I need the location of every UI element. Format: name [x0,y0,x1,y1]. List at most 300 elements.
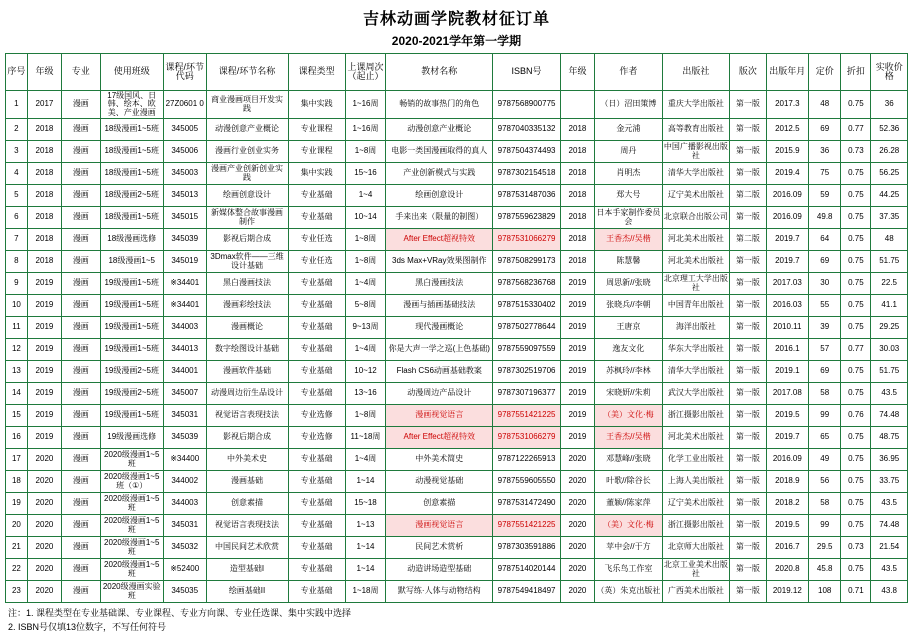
row-author[interactable]: 苏枫玲//李林 [595,361,663,383]
row-isbn[interactable]: 9787531066279 [493,427,561,449]
row-major[interactable]: 漫画 [62,207,100,229]
row-grade[interactable]: 2018 [560,207,594,229]
row-weeks[interactable]: 1~8周 [345,251,386,273]
row-publish-date[interactable]: 2020.8 [766,559,809,581]
row-course-code[interactable]: 344003 [163,317,206,339]
row-publisher[interactable]: 清华大学出版社 [662,361,730,383]
row-index[interactable]: 23 [6,581,28,603]
row-grade[interactable]: 2019 [560,383,594,405]
row-price[interactable]: 49 [809,449,841,471]
row-class[interactable]: 18级漫画1~5班 [100,119,163,141]
row-class[interactable]: 18级漫画1~5班 [100,163,163,185]
row-course-type[interactable]: 专业选修 [288,427,345,449]
row-price[interactable]: 45.8 [809,559,841,581]
row-course-code[interactable]: 344013 [163,339,206,361]
row-book-name[interactable]: 默写练·人体与动物结构 [386,581,493,603]
row-major[interactable]: 漫画 [62,339,100,361]
row-edition[interactable]: 第一版 [730,581,766,603]
row-isbn[interactable]: 9787122265913 [493,449,561,471]
row-publisher[interactable]: 华东大学出版社 [662,339,730,361]
row-isbn[interactable]: 9787568900775 [493,91,561,119]
row-course-type[interactable]: 专业基础 [288,493,345,515]
row-edition[interactable]: 第一版 [730,515,766,537]
row-weeks[interactable]: 5~8周 [345,295,386,317]
row-weeks[interactable]: 1~4周 [345,339,386,361]
row-index[interactable]: 19 [6,493,28,515]
table-row[interactable] [6,405,908,427]
row-year[interactable]: 2019 [27,317,61,339]
row-book-name[interactable]: 3ds Max+VRay效果图制作 [386,251,493,273]
table-row[interactable] [6,185,908,207]
row-course-type[interactable]: 专业基础 [288,581,345,603]
row-book-name[interactable]: 创意素描 [386,493,493,515]
row-major[interactable]: 漫画 [62,361,100,383]
row-real-price[interactable]: 36 [871,91,908,119]
row-year[interactable]: 2018 [27,141,61,163]
row-edition[interactable]: 第一版 [730,273,766,295]
row-isbn[interactable]: 9787559623829 [493,207,561,229]
row-major[interactable]: 漫画 [62,515,100,537]
row-publish-date[interactable]: 2019.7 [766,427,809,449]
row-index[interactable]: 20 [6,515,28,537]
row-discount[interactable]: 0.73 [841,141,871,163]
row-course-name[interactable]: 动漫创意产业概论 [206,119,288,141]
row-course-code[interactable]: 345032 [163,537,206,559]
row-course-type[interactable]: 集中实践 [288,163,345,185]
row-grade[interactable]: 2020 [560,515,594,537]
row-isbn[interactable]: 9787531066279 [493,229,561,251]
row-real-price[interactable]: 51.75 [871,251,908,273]
row-discount[interactable]: 0.75 [841,295,871,317]
row-course-type[interactable]: 专业基础 [288,471,345,493]
row-author[interactable]: 王香杰//吴楷 [595,229,663,251]
table-row[interactable] [6,383,908,405]
row-edition[interactable]: 第一版 [730,383,766,405]
row-real-price[interactable]: 44.25 [871,185,908,207]
row-discount[interactable]: 0.71 [841,581,871,603]
row-publisher[interactable]: 河北美术出版社 [662,251,730,273]
row-course-type[interactable]: 集中实践 [288,91,345,119]
row-course-type[interactable]: 专业任选 [288,251,345,273]
row-course-type[interactable]: 专业基础 [288,339,345,361]
table-row[interactable] [6,229,908,251]
table-row[interactable] [6,163,908,185]
row-major[interactable]: 漫画 [62,91,100,119]
row-publisher[interactable]: 中国青年出版社 [662,295,730,317]
row-major[interactable]: 漫画 [62,163,100,185]
row-edition[interactable]: 第一版 [730,91,766,119]
row-publisher[interactable]: 北京师大出版社 [662,537,730,559]
row-real-price[interactable]: 74.48 [871,405,908,427]
table-row[interactable] [6,537,908,559]
row-major[interactable]: 漫画 [62,229,100,251]
row-index[interactable]: 12 [6,339,28,361]
row-author[interactable]: 周丹 [595,141,663,163]
row-isbn[interactable]: 9787502778644 [493,317,561,339]
row-isbn[interactable]: 9787549418497 [493,581,561,603]
row-book-name[interactable]: After Effect超视特效 [386,427,493,449]
row-course-code[interactable]: 345003 [163,163,206,185]
row-class[interactable]: 19级漫画1~5班 [100,273,163,295]
row-course-type[interactable]: 专业课程 [288,141,345,163]
row-major[interactable]: 漫画 [62,251,100,273]
row-course-code[interactable]: ※34401 [163,273,206,295]
row-discount[interactable]: 0.75 [841,383,871,405]
row-class[interactable]: 2020级漫画1~5班 [100,515,163,537]
row-isbn[interactable]: 9787559097559 [493,339,561,361]
row-year[interactable]: 2020 [27,515,61,537]
row-course-name[interactable]: 漫画产业创新创业实践 [206,163,288,185]
row-year[interactable]: 2019 [27,273,61,295]
row-weeks[interactable]: 1~14 [345,537,386,559]
row-grade[interactable]: 2019 [560,361,594,383]
row-book-name[interactable]: 动漫创意产业概论 [386,119,493,141]
row-publish-date[interactable]: 2017.03 [766,273,809,295]
row-class[interactable]: 19级漫画选修 [100,427,163,449]
row-grade[interactable]: 2019 [560,273,594,295]
row-grade[interactable]: 2019 [560,405,594,427]
row-index[interactable]: 14 [6,383,28,405]
row-book-name[interactable]: 漫画与插画基础技法 [386,295,493,317]
row-publisher[interactable]: 重庆大学出版社 [662,91,730,119]
table-row[interactable] [6,493,908,515]
row-major[interactable]: 漫画 [62,317,100,339]
row-edition[interactable]: 第一版 [730,427,766,449]
row-course-name[interactable]: 黑白漫画技法 [206,273,288,295]
row-discount[interactable]: 0.75 [841,229,871,251]
row-price[interactable]: 75 [809,163,841,185]
row-discount[interactable]: 0.75 [841,427,871,449]
row-course-code[interactable]: 345007 [163,383,206,405]
row-index[interactable]: 1 [6,91,28,119]
row-index[interactable]: 18 [6,471,28,493]
row-course-name[interactable]: 视觉语言表现技法 [206,515,288,537]
row-weeks[interactable]: 1~4周 [345,449,386,471]
row-year[interactable]: 2018 [27,163,61,185]
row-real-price[interactable]: 41.1 [871,295,908,317]
row-edition[interactable]: 第二版 [730,229,766,251]
row-price[interactable]: 57 [809,339,841,361]
row-year[interactable]: 2018 [27,207,61,229]
row-discount[interactable]: 0.75 [841,207,871,229]
row-edition[interactable]: 第一版 [730,339,766,361]
row-publisher[interactable]: 高等教育出版社 [662,119,730,141]
row-edition[interactable]: 第一版 [730,295,766,317]
row-major[interactable]: 漫画 [62,405,100,427]
row-publish-date[interactable]: 2018.2 [766,493,809,515]
row-class[interactable]: 19级漫画1~5班 [100,317,163,339]
row-discount[interactable]: 0.75 [841,515,871,537]
row-real-price[interactable]: 26.28 [871,141,908,163]
row-course-type[interactable]: 专业基础 [288,537,345,559]
row-publish-date[interactable]: 2019.12 [766,581,809,603]
row-publish-date[interactable]: 2019.5 [766,515,809,537]
row-publish-date[interactable]: 2016.09 [766,185,809,207]
row-isbn[interactable]: 9787302519706 [493,361,561,383]
row-grade[interactable]: 2020 [560,449,594,471]
row-year[interactable]: 2019 [27,405,61,427]
row-publisher[interactable]: 广西美术出版社 [662,581,730,603]
row-course-code[interactable]: 345035 [163,581,206,603]
row-author[interactable]: 张晓兵//李朝 [595,295,663,317]
row-major[interactable]: 漫画 [62,185,100,207]
row-index[interactable]: 5 [6,185,28,207]
row-book-name[interactable]: 绘画创意设计 [386,185,493,207]
row-publisher[interactable]: 河北美术出版社 [662,427,730,449]
row-edition[interactable]: 第一版 [730,537,766,559]
row-course-code[interactable]: ※52400 [163,559,206,581]
row-course-type[interactable]: 专业基础 [288,383,345,405]
row-price[interactable]: 58 [809,493,841,515]
row-price[interactable]: 69 [809,251,841,273]
row-grade[interactable]: 2020 [560,471,594,493]
row-course-code[interactable]: 345039 [163,427,206,449]
row-year[interactable]: 2018 [27,185,61,207]
table-row[interactable] [6,295,908,317]
row-edition[interactable]: 第一版 [730,493,766,515]
row-real-price[interactable]: 37.35 [871,207,908,229]
row-discount[interactable]: 0.75 [841,493,871,515]
row-publisher[interactable]: 化学工业出版社 [662,449,730,471]
row-book-name[interactable]: 动漫周边产品设计 [386,383,493,405]
row-course-code[interactable]: 344001 [163,361,206,383]
row-edition[interactable]: 第一版 [730,559,766,581]
row-weeks[interactable]: 1~16周 [345,91,386,119]
row-price[interactable]: 39 [809,317,841,339]
row-major[interactable]: 漫画 [62,559,100,581]
row-isbn[interactable]: 9787531472490 [493,493,561,515]
row-isbn[interactable]: 9787307196377 [493,383,561,405]
row-discount[interactable]: 0.75 [841,251,871,273]
table-row[interactable] [6,339,908,361]
row-publish-date[interactable]: 2016.1 [766,339,809,361]
row-author[interactable]: 王香杰//吴楷 [595,427,663,449]
row-index[interactable]: 15 [6,405,28,427]
row-class[interactable]: 18级漫画2~5班 [100,185,163,207]
row-index[interactable]: 9 [6,273,28,295]
row-publish-date[interactable]: 2012.5 [766,119,809,141]
row-weeks[interactable]: 10~12 [345,361,386,383]
row-discount[interactable]: 0.77 [841,119,871,141]
row-author[interactable]: 苹中会//于方 [595,537,663,559]
row-edition[interactable]: 第一版 [730,163,766,185]
row-major[interactable]: 漫画 [62,537,100,559]
row-index[interactable]: 8 [6,251,28,273]
row-author[interactable]: 王唐京 [595,317,663,339]
row-book-name[interactable]: 黑白漫画技法 [386,273,493,295]
row-publisher[interactable]: 浙江摄影出版社 [662,515,730,537]
row-weeks[interactable]: 9~13周 [345,317,386,339]
row-weeks[interactable]: 1~16周 [345,119,386,141]
row-course-code[interactable]: 345039 [163,229,206,251]
row-year[interactable]: 2020 [27,449,61,471]
row-isbn[interactable]: 9787515330402 [493,295,561,317]
row-course-type[interactable]: 专业基础 [288,207,345,229]
row-publisher[interactable]: 中国广播影视出版社 [662,141,730,163]
row-index[interactable]: 7 [6,229,28,251]
row-grade[interactable]: 2019 [560,295,594,317]
row-discount[interactable]: 0.76 [841,405,871,427]
row-author[interactable]: 周思新//张晓 [595,273,663,295]
row-grade[interactable]: 2019 [560,427,594,449]
row-author[interactable]: （日）沼田策博 [595,91,663,119]
row-course-name[interactable]: 漫画彩绘技法 [206,295,288,317]
row-course-type[interactable]: 专业基础 [288,295,345,317]
row-book-name[interactable]: 漫画视觉语言 [386,515,493,537]
row-grade[interactable]: 2020 [560,581,594,603]
row-course-code[interactable]: 345006 [163,141,206,163]
row-major[interactable]: 漫画 [62,273,100,295]
row-course-name[interactable]: 3Dmax软件——三维设计基础 [206,251,288,273]
row-course-type[interactable]: 专业基础 [288,361,345,383]
row-edition[interactable]: 第一版 [730,317,766,339]
row-year[interactable]: 2018 [27,229,61,251]
row-year[interactable]: 2017 [27,91,61,119]
row-price[interactable]: 99 [809,515,841,537]
row-publish-date[interactable]: 2018.9 [766,471,809,493]
row-class[interactable]: 19级漫画2~5班 [100,361,163,383]
row-edition[interactable]: 第一版 [730,471,766,493]
row-major[interactable]: 漫画 [62,471,100,493]
row-major[interactable]: 漫画 [62,295,100,317]
row-course-type[interactable]: 专业基础 [288,559,345,581]
row-discount[interactable]: 0.75 [841,361,871,383]
row-course-code[interactable]: 345019 [163,251,206,273]
row-real-price[interactable]: 43.5 [871,383,908,405]
row-discount[interactable]: 0.75 [841,449,871,471]
row-class[interactable]: 19级漫画1~5班 [100,295,163,317]
row-index[interactable]: 6 [6,207,28,229]
row-edition[interactable]: 第一版 [730,207,766,229]
row-price[interactable]: 99 [809,405,841,427]
row-real-price[interactable]: 21.54 [871,537,908,559]
row-author[interactable]: 肖明杰 [595,163,663,185]
row-book-name[interactable]: 中外美术简史 [386,449,493,471]
row-grade[interactable]: 2020 [560,493,594,515]
row-year[interactable]: 2019 [27,427,61,449]
row-price[interactable]: 69 [809,361,841,383]
row-class[interactable]: 2020级漫画1~5班 [100,537,163,559]
row-publisher[interactable]: 浙江摄影出版社 [662,405,730,427]
row-course-code[interactable]: 345031 [163,515,206,537]
table-row[interactable] [6,361,908,383]
row-discount[interactable]: 0.77 [841,339,871,361]
row-year[interactable]: 2019 [27,295,61,317]
row-publish-date[interactable]: 2019.7 [766,251,809,273]
row-isbn[interactable]: 9787568236768 [493,273,561,295]
row-book-name[interactable]: 漫画视觉语言 [386,405,493,427]
row-major[interactable]: 漫画 [62,581,100,603]
row-course-code[interactable]: 27Z0601 0 [163,91,206,119]
row-isbn[interactable]: 9787508299173 [493,251,561,273]
row-course-type[interactable]: 专业基础 [288,515,345,537]
row-book-name[interactable]: 你是大声一学之巡(上色基础) [386,339,493,361]
row-course-name[interactable]: 影视后期合成 [206,229,288,251]
row-author[interactable]: （美）文化·梅 [595,405,663,427]
row-grade[interactable]: 2018 [560,251,594,273]
row-publisher[interactable]: 辽宁美术出版社 [662,493,730,515]
row-course-type[interactable]: 专业基础 [288,449,345,471]
row-course-name[interactable]: 绘画创意设计 [206,185,288,207]
row-course-code[interactable]: ※34400 [163,449,206,471]
row-weeks[interactable]: 1~18周 [345,581,386,603]
row-publisher[interactable]: 北京理工大学出版社 [662,273,730,295]
row-edition[interactable]: 第一版 [730,361,766,383]
row-discount[interactable]: 0.75 [841,471,871,493]
row-course-type[interactable]: 专业基础 [288,317,345,339]
row-class[interactable]: 18级漫画1~5 [100,251,163,273]
row-weeks[interactable]: 13~16 [345,383,386,405]
row-price[interactable]: 36 [809,141,841,163]
row-publisher[interactable]: 北京联合出版公司 [662,207,730,229]
row-major[interactable]: 漫画 [62,141,100,163]
row-class[interactable]: 19级漫画1~5班 [100,405,163,427]
row-book-name[interactable]: 电影一类国漫画取得的真人 [386,141,493,163]
row-year[interactable]: 2018 [27,251,61,273]
row-course-name[interactable]: 中国民间艺术欣赏 [206,537,288,559]
row-weeks[interactable]: 10~14 [345,207,386,229]
row-grade[interactable]: 2018 [560,119,594,141]
row-publish-date[interactable]: 2016.03 [766,295,809,317]
row-price[interactable]: 48 [809,91,841,119]
table-row[interactable] [6,141,908,163]
row-index[interactable]: 13 [6,361,28,383]
row-index[interactable]: 16 [6,427,28,449]
row-real-price[interactable]: 33.75 [871,471,908,493]
row-publish-date[interactable]: 2019.5 [766,405,809,427]
row-major[interactable]: 漫画 [62,427,100,449]
row-course-name[interactable]: 造型基础I [206,559,288,581]
row-price[interactable]: 64 [809,229,841,251]
row-weeks[interactable]: 1~4 [345,185,386,207]
row-class[interactable]: 2020级漫画实验班 [100,581,163,603]
row-isbn[interactable]: 9787504374493 [493,141,561,163]
row-price[interactable]: 55 [809,295,841,317]
row-grade[interactable]: 2020 [560,559,594,581]
table-row[interactable] [6,581,908,603]
row-year[interactable]: 2020 [27,581,61,603]
row-isbn[interactable]: 9787559605550 [493,471,561,493]
row-publisher[interactable]: 上海人美出版社 [662,471,730,493]
row-discount[interactable]: 0.75 [841,163,871,185]
row-price[interactable]: 30 [809,273,841,295]
row-class[interactable]: 2020级漫画1~5班 [100,493,163,515]
row-class[interactable]: 2020级漫画1~5班（①） [100,471,163,493]
row-weeks[interactable]: 15~18 [345,493,386,515]
row-major[interactable]: 漫画 [62,119,100,141]
row-author[interactable]: 飞乐鸟工作室 [595,559,663,581]
row-price[interactable]: 56 [809,471,841,493]
row-price[interactable]: 65 [809,427,841,449]
row-grade[interactable]: 2019 [560,339,594,361]
row-price[interactable]: 69 [809,119,841,141]
row-year[interactable]: 2020 [27,493,61,515]
row-year[interactable]: 2018 [27,119,61,141]
row-course-name[interactable]: 漫画基础 [206,471,288,493]
row-real-price[interactable]: 43.5 [871,493,908,515]
row-grade[interactable]: 2018 [560,141,594,163]
row-index[interactable]: 4 [6,163,28,185]
row-weeks[interactable]: 1~13 [345,515,386,537]
row-year[interactable]: 2020 [27,537,61,559]
row-course-type[interactable]: 专业基础 [288,185,345,207]
row-weeks[interactable]: 1~8周 [345,141,386,163]
row-year[interactable]: 2019 [27,361,61,383]
row-isbn[interactable]: 9787302154518 [493,163,561,185]
row-book-name[interactable]: 产业创新模式与实践 [386,163,493,185]
row-grade[interactable]: 2018 [560,229,594,251]
row-index[interactable]: 11 [6,317,28,339]
